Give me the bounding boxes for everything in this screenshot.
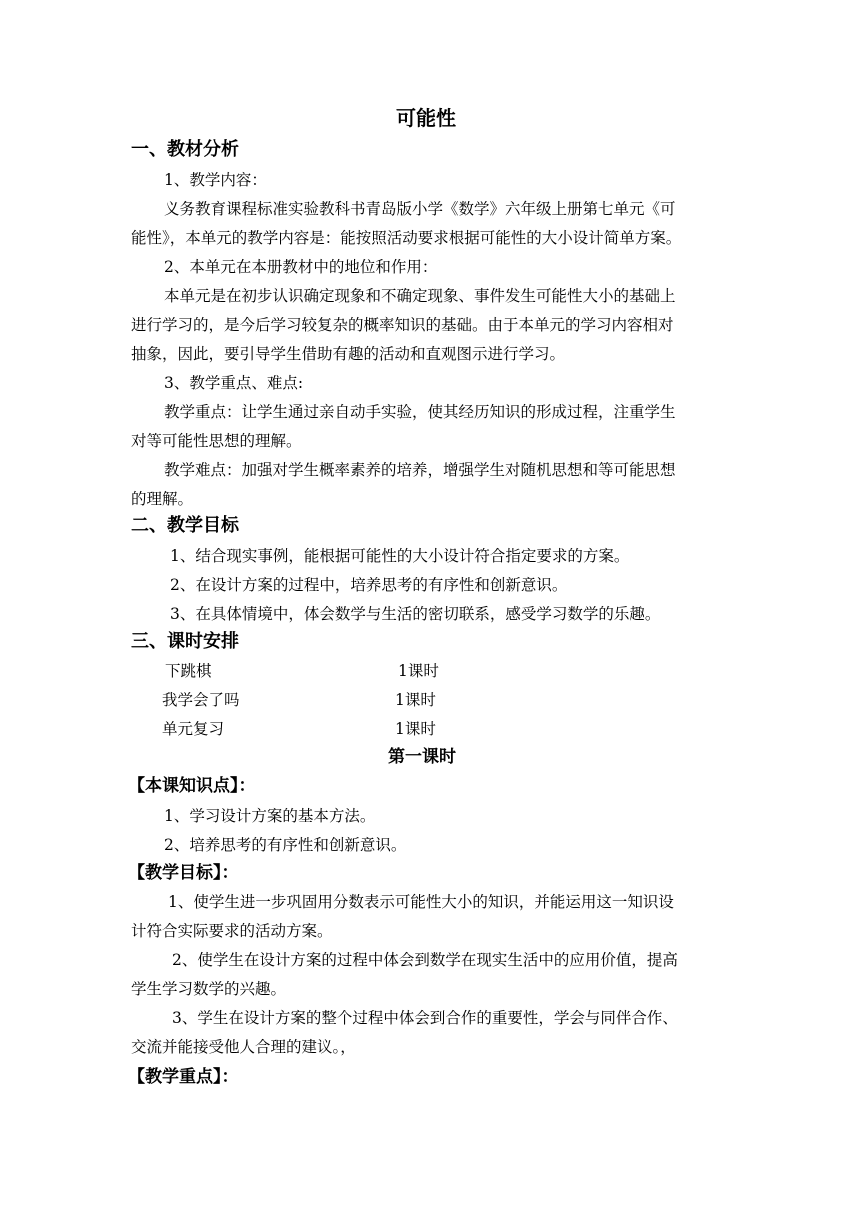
paragraph-line: 3、学生在设计方案的整个过程中体会到合作的重要性，学会与同伴合作、: [172, 1009, 678, 1027]
paragraph-line: 对等可能性思想的理解。: [131, 432, 302, 450]
item-label-focus: 3、教学重点、难点:: [164, 374, 304, 392]
knowledge-item: 1、学习设计方案的基本方法。: [164, 807, 376, 825]
goal-item: 3、在具体情境中，体会数学与生活的密切联系，感受学习数学的乐趣。: [170, 605, 661, 623]
goal-item: 1、结合现实事例，能根据可能性的大小设计符合指定要求的方案。: [170, 547, 630, 565]
section-heading-analysis: 一、教材分析: [131, 139, 239, 160]
paragraph-line: 交流并能接受他人合理的建议。，: [131, 1038, 356, 1056]
section-heading-goals: 二、教学目标: [131, 515, 239, 536]
goal-item: 2、在设计方案的过程中，培养思考的有序性和创新意识。: [170, 576, 568, 594]
paragraph-line: 教学难点：加强对学生概率素养的培养，增强学生对随机思想和等可能思想: [164, 461, 676, 479]
item-label-content: 1、教学内容：: [164, 171, 267, 189]
schedule-name: 单元复习: [162, 720, 225, 738]
schedule-hours: 1课时: [398, 662, 439, 680]
paragraph-line: 抽象，因此，要引导学生借助有趣的活动和直观图示进行学习。: [131, 345, 566, 363]
knowledge-heading: 【本课知识点】：: [128, 776, 256, 796]
item-label-role: 2、本单元在本册教材中的地位和作用：: [164, 258, 438, 276]
paragraph-line: 能性》，本单元的教学内容是：能按照活动要求根据可能性的大小设计简单方案。: [131, 229, 682, 247]
paragraph-line: 1、使学生进一步巩固用分数表示可能性大小的知识，并能运用这一知识设: [168, 893, 674, 911]
paragraph-line: 计符合实际要求的活动方案。: [131, 922, 333, 940]
schedule-name: 我学会了吗: [162, 691, 240, 709]
paragraph-line: 义务教育课程标准实验教科书青岛版小学《数学》六年级上册第七单元《可: [164, 200, 676, 218]
focus-heading: 【教学重点】：: [128, 1067, 239, 1087]
paragraph-line: 进行学习的，是今后学习较复杂的概率知识的基础。由于本单元的学习内容相对: [131, 316, 674, 334]
paragraph-line: 学生学习数学的兴趣。: [131, 980, 287, 998]
schedule-hours: 1课时: [395, 720, 436, 738]
knowledge-item: 2、培养思考的有序性和创新意识。: [164, 836, 407, 854]
paragraph-line: 教学重点：让学生通过亲自动手实验，使其经历知识的形成过程，注重学生: [164, 403, 676, 421]
schedule-name: 下跳棋: [165, 662, 212, 680]
paragraph-line: 本单元是在初步认识确定现象和不确定现象、事件发生可能性大小的基础上: [164, 287, 676, 305]
paragraph-line: 的理解。: [131, 490, 194, 508]
section-heading-schedule: 三、课时安排: [131, 631, 239, 652]
lesson-heading: 第一课时: [388, 747, 456, 767]
schedule-hours: 1课时: [395, 691, 436, 709]
objectives-heading: 【教学目标】：: [128, 863, 239, 883]
page-title: 可能性: [396, 106, 456, 130]
paragraph-line: 2、使学生在设计方案的过程中体会到数学在现实生活中的应用价值，提高: [172, 951, 678, 969]
